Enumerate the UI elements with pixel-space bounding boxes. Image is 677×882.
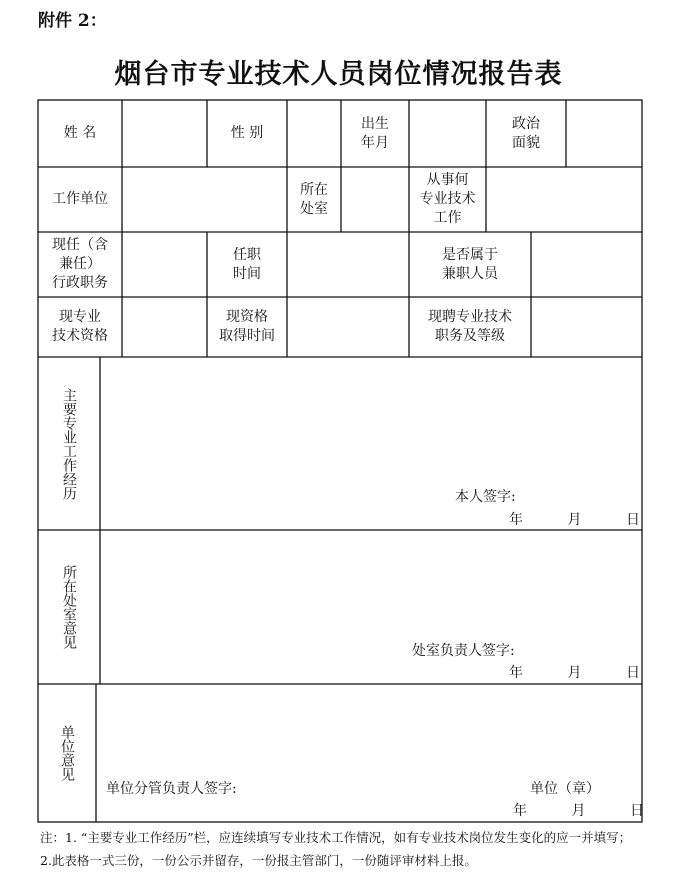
office-opinion-date: 年 月 日 — [509, 665, 641, 681]
specialty-work-label: 从事何 专业技术 工作 — [419, 172, 476, 226]
footnote: 注：1. “主要专业工作经历”栏，应连续填写专业技术工作情况，如有专业技术岗位发生变化的应一并填写；2.此表格一式三份，一份公示并留存，一份报主管部门，一份随评审材料上报。 — [40, 830, 632, 868]
name-field[interactable] — [122, 100, 207, 167]
unit-seal-label: 单位（章） — [530, 781, 600, 797]
current-post-label: 现任（含 兼任） 行政职务 — [52, 237, 108, 291]
part-time-label: 是否属于 兼职人员 — [442, 246, 498, 282]
birth-label: 出生 年月 — [361, 115, 389, 151]
experience-label: 主要专业工作经历 — [61, 387, 77, 500]
office-label: 所在 处室 — [300, 181, 328, 217]
birth-field[interactable] — [409, 100, 486, 167]
work-unit-field[interactable] — [122, 167, 287, 232]
name-label: 姓 名 — [63, 125, 97, 141]
political-label: 政治 面貌 — [512, 115, 540, 151]
post-time-field[interactable] — [287, 232, 409, 297]
qual-time-label: 现资格 取得时间 — [219, 309, 275, 344]
unit-sign-label: 单位分管负责人签字: — [106, 781, 237, 797]
hired-post-field[interactable] — [531, 297, 642, 357]
experience-field[interactable] — [100, 357, 642, 530]
current-post-field[interactable] — [122, 232, 207, 297]
qualification-label: 现专业 技术资格 — [52, 309, 108, 344]
unit-opinion-label: 单位意见 — [59, 725, 75, 781]
office-opinion-label: 所在处室意见 — [61, 565, 77, 649]
post-time-label: 任职 时间 — [233, 246, 261, 282]
office-field[interactable] — [341, 167, 409, 232]
attachment-label: 附件 2： — [38, 11, 107, 31]
specialty-work-field[interactable] — [486, 167, 642, 232]
gender-field[interactable] — [287, 100, 341, 167]
unit-opinion-date: 年 月 日 — [513, 803, 645, 819]
part-time-field[interactable] — [531, 232, 642, 297]
qualification-field[interactable] — [122, 297, 207, 357]
gender-label: 性 别 — [230, 125, 264, 141]
experience-date: 年 月 日 — [509, 512, 641, 528]
office-sign-label: 处室负责人签字: — [412, 643, 515, 659]
experience-sign-label: 本人签字: — [455, 489, 516, 505]
hired-post-label: 现聘专业技术 职务及等级 — [428, 309, 512, 344]
work-unit-label: 工作单位 — [52, 191, 108, 207]
office-opinion-field[interactable] — [100, 530, 642, 684]
qual-time-field[interactable] — [287, 297, 409, 357]
form-title: 烟台市专业技术人员岗位情况报告表 — [114, 59, 563, 90]
political-field[interactable] — [566, 100, 642, 167]
